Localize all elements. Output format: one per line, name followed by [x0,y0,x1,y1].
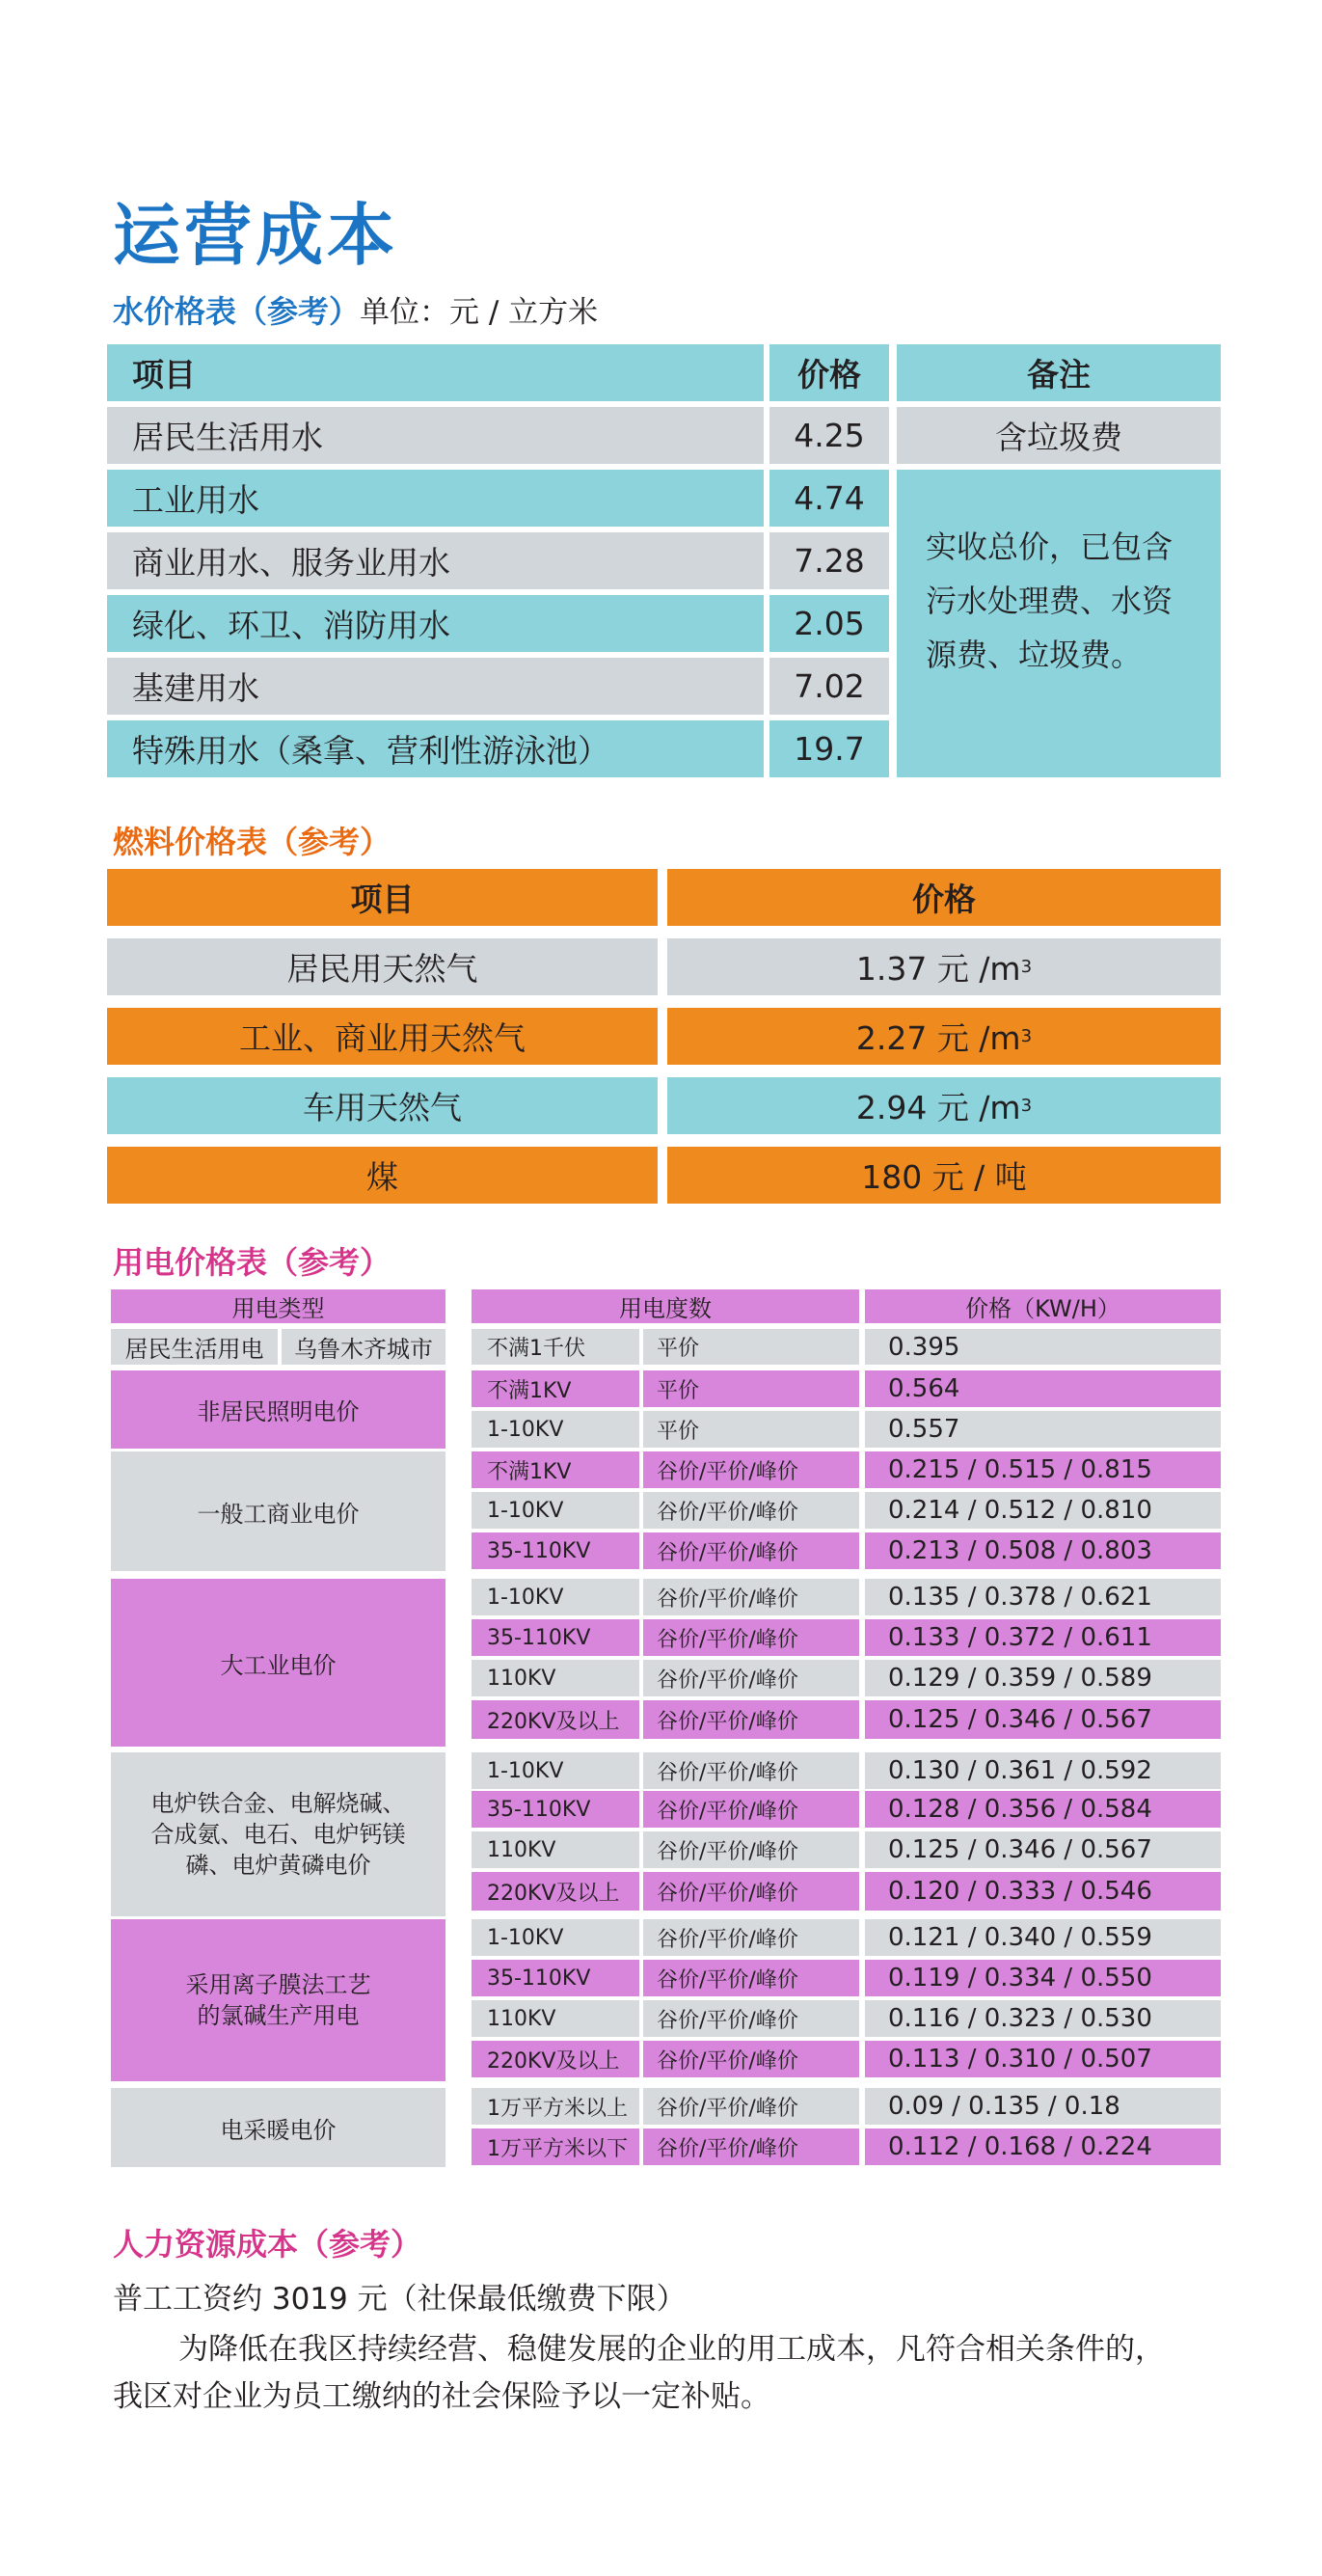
water-row-item: 居民生活用水 [107,407,764,464]
elec-row-price: 0.112 / 0.168 / 0.224 [865,2129,1221,2165]
elec-row-level: 35-110KV [472,1791,639,1828]
fuel-row-price [667,1147,1221,1204]
elec-row-label: 谷价/平价/峰价 [643,2041,859,2077]
elec-row-price: 0.557 [865,1411,1221,1448]
elec-row-level: 220KV及以上 [472,1700,639,1739]
elec-residential-label: 平价 [643,1329,859,1365]
fuel-header-price: 价格 [667,869,1221,926]
elec-row-label: 谷价/平价/峰价 [643,1451,859,1488]
elec-row-price: 0.564 [865,1370,1221,1407]
fuel-row-item: 车用天然气 [107,1077,658,1134]
fuel-price-text: 1.37 元 /m [855,950,1021,988]
water-row-price: 2.05 [769,595,889,652]
elec-row-level: 110KV [472,1660,639,1696]
elec-row-label: 谷价/平价/峰价 [643,1960,859,1996]
elec-row-level: 不满1KV [472,1451,639,1488]
elec-row-label: 谷价/平价/峰价 [643,1579,859,1615]
elec-row-price: 0.121 / 0.340 / 0.559 [865,1919,1221,1956]
water-note-1: 含垃圾费 [897,407,1221,464]
elec-row-label: 谷价/平价/峰价 [643,1660,859,1696]
elec-category [111,1919,445,2081]
elec-row-price: 0.09 / 0.135 / 0.18 [865,2088,1221,2125]
elec-category: 非居民照明电价 [111,1370,445,1449]
elec-row-level: 1-10KV [472,1919,639,1956]
elec-row-level: 1-10KV [472,1579,639,1615]
water-row-price: 4.25 [769,407,889,464]
fuel-row-price [667,1008,1221,1065]
fuel-row-item: 工业、商业用天然气 [107,1008,658,1065]
elec-residential-type: 居民生活用电 [111,1329,278,1365]
elec-category-line: 合成氨、电石、电炉钙镁 [150,1821,406,1848]
fuel-row-price [667,938,1221,995]
elec-row-level: 35-110KV [472,1619,639,1656]
elec-row-level: 1万平方米以上 [472,2088,639,2125]
elec-row-price: 0.133 / 0.372 / 0.611 [865,1619,1221,1656]
elec-category: 一般工商业电价 [111,1451,445,1571]
fuel-price-text: 2.27 元 /m [855,1019,1021,1057]
fuel-row-price [667,1077,1221,1134]
elec-category [111,1752,445,1916]
fuel-price-text: 180 元 / 吨 [861,1158,1027,1196]
water-unit: 单位：元 / 立方米 [360,295,599,330]
fuel-title: 燃料价格表（参考） [113,824,391,860]
water-note-2 [897,470,1221,777]
water-row-item: 特殊用水（桑拿、营利性游泳池） [107,720,764,777]
elec-row-level: 1-10KV [472,1411,639,1448]
water-title [113,287,598,332]
elec-row-level: 1万平方米以下 [472,2129,639,2165]
elec-row-level: 110KV [472,1831,639,1868]
elec-row-level: 35-110KV [472,1960,639,1996]
elec-row-price: 0.120 / 0.333 / 0.546 [865,1872,1221,1911]
water-row-item: 基建用水 [107,658,764,715]
water-row-price: 7.02 [769,658,889,715]
water-row-item: 商业用水、服务业用水 [107,532,764,589]
elec-row-price: 0.129 / 0.359 / 0.589 [865,1660,1221,1696]
elec-row-level: 1-10KV [472,1752,639,1789]
elec-residential-price: 0.395 [865,1329,1221,1365]
elec-title: 用电价格表（参考） [113,1244,391,1281]
elec-row-label: 平价 [643,1411,859,1448]
elec-row-level: 220KV及以上 [472,2041,639,2077]
elec-row-level: 220KV及以上 [472,1872,639,1911]
elec-row-price: 0.125 / 0.346 / 0.567 [865,1700,1221,1739]
elec-header-type: 用电类型 [111,1289,445,1323]
elec-category: 大工业电价 [111,1579,445,1747]
elec-category-line: 磷、电炉黄磷电价 [185,1852,371,1879]
elec-residential-city: 乌鲁木齐城市 [282,1329,445,1365]
elec-row-price: 0.113 / 0.310 / 0.507 [865,2041,1221,2077]
fuel-price-unit-exp: 3 [1020,957,1033,977]
elec-row-label: 平价 [643,1370,859,1407]
elec-row-price: 0.215 / 0.515 / 0.815 [865,1451,1221,1488]
water-header-item: 项目 [107,344,764,401]
elec-row-level: 35-110KV [472,1532,639,1569]
elec-header-price: 价格（KW/H） [865,1289,1221,1323]
elec-row-label: 谷价/平价/峰价 [643,2000,859,2037]
elec-row-level: 110KV [472,2000,639,2037]
elec-row-level: 1-10KV [472,1492,639,1529]
elec-row-price: 0.116 / 0.323 / 0.530 [865,2000,1221,2037]
elec-row-label: 谷价/平价/峰价 [643,1492,859,1529]
elec-row-price: 0.213 / 0.508 / 0.803 [865,1532,1221,1569]
fuel-header-item: 项目 [107,869,658,926]
elec-row-label: 谷价/平价/峰价 [643,1532,859,1569]
water-row-price: 4.74 [769,470,889,527]
fuel-price-unit-exp: 3 [1020,1026,1033,1046]
elec-row-label: 谷价/平价/峰价 [643,1791,859,1828]
elec-row-level: 不满1KV [472,1370,639,1407]
elec-category-line: 电炉铁合金、电解烧碱、 [150,1790,406,1817]
water-note-line: 实收总价，已包含 [926,529,1174,565]
water-note-line: 源费、垃圾费。 [926,637,1143,673]
fuel-row-item: 煤 [107,1147,658,1204]
water-header-note: 备注 [897,344,1221,401]
water-row-price: 7.28 [769,532,889,589]
elec-category: 电采暖电价 [111,2088,445,2167]
water-row-price: 19.7 [769,720,889,777]
hr-line-2: 为降低在我区持续经营、稳健发展的企业的用工成本，凡符合相关条件的， [178,2332,1165,2367]
elec-row-price: 0.119 / 0.334 / 0.550 [865,1960,1221,1996]
fuel-price-unit-exp: 3 [1020,1096,1033,1116]
elec-row-label: 谷价/平价/峰价 [643,2088,859,2125]
water-note-line: 污水处理费、水资 [926,583,1174,619]
elec-row-label: 谷价/平价/峰价 [643,1752,859,1789]
elec-row-label: 谷价/平价/峰价 [643,1872,859,1911]
fuel-price-text: 2.94 元 /m [855,1089,1021,1126]
page-title: 运营成本 [113,196,398,275]
elec-row-label: 谷价/平价/峰价 [643,2129,859,2165]
elec-residential-degree: 不满1千伏 [472,1329,639,1365]
hr-title: 人力资源成本（参考） [113,2226,422,2263]
fuel-row-item: 居民用天然气 [107,938,658,995]
elec-row-price: 0.214 / 0.512 / 0.810 [865,1492,1221,1529]
hr-line-1: 普工工资约 3019 元（社保最低缴费下限） [113,2282,687,2317]
elec-row-price: 0.135 / 0.378 / 0.621 [865,1579,1221,1615]
water-title-text: 水价格表（参考） [113,293,361,330]
elec-row-price: 0.128 / 0.356 / 0.584 [865,1791,1221,1828]
elec-row-price: 0.125 / 0.346 / 0.567 [865,1831,1221,1868]
elec-row-label: 谷价/平价/峰价 [643,1700,859,1739]
elec-row-label: 谷价/平价/峰价 [643,1831,859,1868]
elec-category-line: 的氯碱生产用电 [197,2002,360,2029]
water-row-item: 绿化、环卫、消防用水 [107,595,764,652]
elec-header-degree: 用电度数 [472,1289,859,1323]
water-row-item: 工业用水 [107,470,764,527]
elec-row-price: 0.130 / 0.361 / 0.592 [865,1752,1221,1789]
hr-line-3: 我区对企业为员工缴纳的社会保险予以一定补贴。 [113,2379,770,2414]
elec-row-label: 谷价/平价/峰价 [643,1619,859,1656]
water-header-price: 价格 [769,344,889,401]
elec-category-line: 采用离子膜法工艺 [185,1971,371,1998]
elec-row-label: 谷价/平价/峰价 [643,1919,859,1956]
